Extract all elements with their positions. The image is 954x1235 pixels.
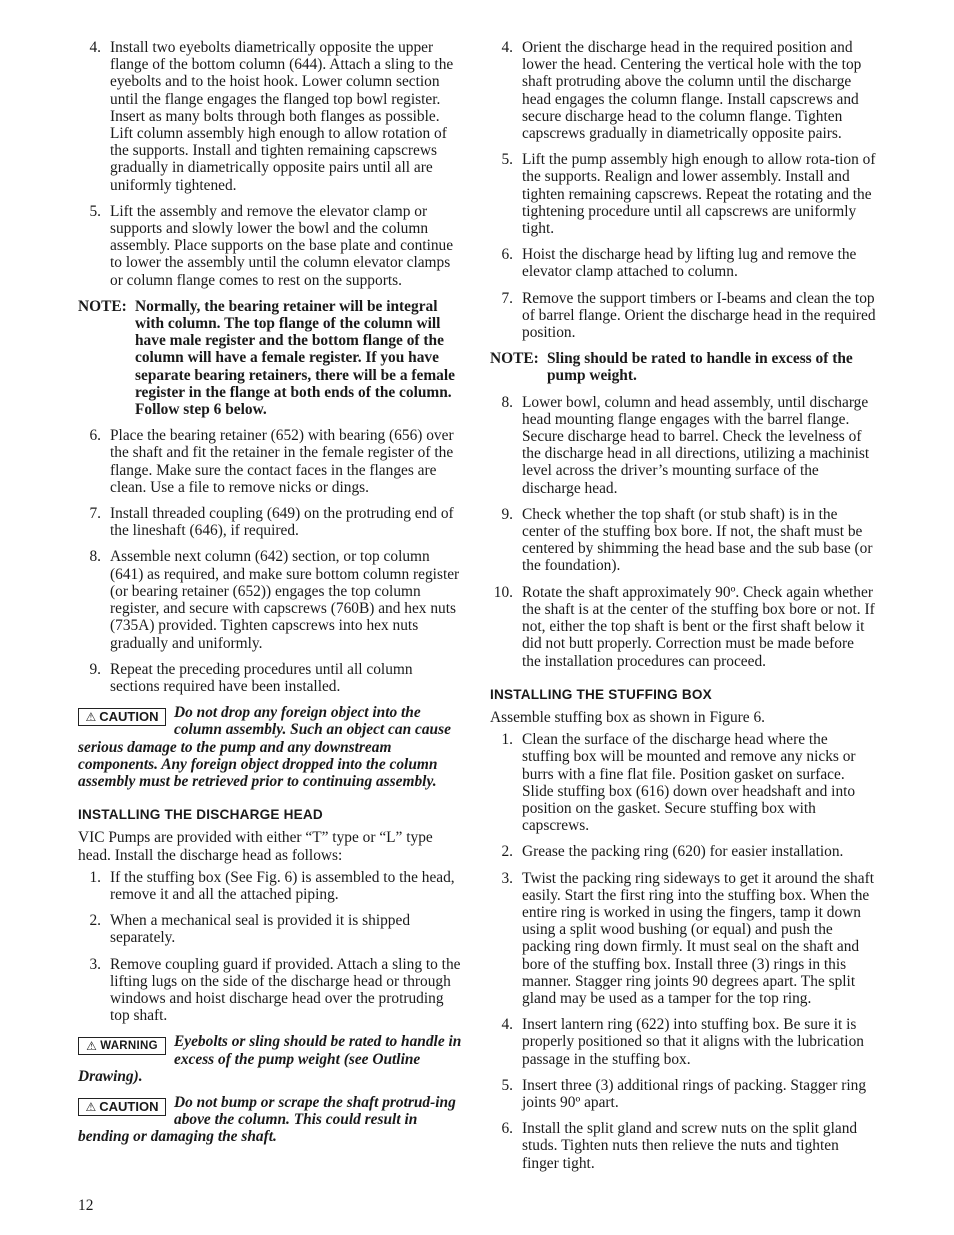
step-number: 6. <box>501 246 513 264</box>
note-label: NOTE: <box>490 350 539 368</box>
badge-label: WARNING <box>100 1040 158 1053</box>
step-number: 7. <box>89 505 101 523</box>
caution-text: Do not bump or scrape the shaft protrud-ing above the column. This could result in bending or damaging the shaft. <box>78 1093 456 1146</box>
step-number: 1. <box>501 731 513 749</box>
list-item <box>490 506 876 575</box>
step-number: 9. <box>89 660 101 678</box>
warning-sling-rating <box>78 1033 462 1085</box>
right-column <box>490 39 876 1181</box>
step-list <box>490 731 876 1172</box>
step-number: 2. <box>89 912 101 930</box>
list-item <box>490 1016 876 1068</box>
warning-text: Eyebolts or sling should be rated to handle in excess of the pump weight (see Outline Drawing). <box>78 1033 462 1085</box>
list-item <box>490 246 876 280</box>
step-text: Orient the discharge head in the required position and lower the head. Centering the vertical hole with the top shaft protruding above the column until the discharge head engages the column flange. Install capscrews and secure discharge head to the column flange. Tighten capscrews gradually in diametrically opposite pairs. <box>522 39 862 143</box>
step-number: 5. <box>501 1076 513 1094</box>
caution-text: Do not drop any foreign object into the column assembly. Such an object can cause serious damage to the pump and any downstream components. Any foreign object dropped into the column assembly must be retrieved prior to continuing assembly. <box>78 704 451 790</box>
list-item <box>78 661 462 695</box>
list-item <box>78 912 462 946</box>
list-item <box>490 731 876 834</box>
list-item <box>78 548 462 651</box>
step-list <box>78 427 462 695</box>
caution-badge <box>78 1098 166 1116</box>
caution-badge <box>78 708 166 726</box>
step-number: 5. <box>501 151 513 169</box>
caution-foreign-object <box>78 704 462 790</box>
step-list <box>490 394 876 670</box>
step-list <box>78 869 462 1025</box>
step-text: Check whether the top shaft (or stub shaft) is in the center of the stuffing box bore. If not, the shaft must be centered by shimming the head base and the sub base (or the foundation). <box>522 505 873 575</box>
warning-triangle-icon: ⚠ <box>85 1099 97 1114</box>
list-item <box>490 1120 876 1172</box>
step-text: Twist the packing ring sideways to get it around the shaft easily. Start the first ring into the stuffing box. When the entire ring is worked in using the fingers, tamp it down using a split wood bushing (or equal) and push the packing ring down firmly. It must seal on the shaft and bore of the stuffing box. Install three (3) rings in this manner. Stagger ring joints 90 degrees apart. The split gland may be used as a tamper for the top ring. <box>522 869 874 1007</box>
step-text: Install the split gland and screw nuts on the split gland studs. Tighten nuts then relieve the nuts and tighten finger tight. <box>522 1120 858 1172</box>
list-item <box>78 203 462 289</box>
list-item <box>490 39 876 142</box>
page-number: 12 <box>78 1197 94 1214</box>
sling-rating-note <box>490 350 876 384</box>
step-number: 2. <box>501 843 513 861</box>
step-text: Repeat the preceding procedures until all column sections required have been installed. <box>110 660 413 695</box>
section-intro: VIC Pumps are provided with either “T” type or “L” type head. Install the discharge head as follows: <box>78 829 433 864</box>
step-text: Place the bearing retainer (652) with bearing (656) over the shaft and fit the retainer in the female register of the flange. Make sure the contact faces in the flanges are clean. Use a file to remove nicks or dings. <box>110 427 454 496</box>
warning-badge <box>78 1037 166 1055</box>
step-list <box>490 39 876 341</box>
note-text: Sling should be rated to handle in excess of the pump weight. <box>547 350 853 385</box>
step-number: 6. <box>89 427 101 445</box>
step-text: Install two eyebolts diametrically opposite the upper flange of the bottom column (644). Attach a sling to the eyebolts and to the hoist hook. Lower column section until the flange engages the flanged top bowl register. Insert as many bolts through both flanges as possible. Lift column assembly high enough to allow rotation of the supports. Install and tighten remaining capscrews gradually in diametrically opposite pairs until all are uniformly tightened. <box>110 39 454 194</box>
list-item <box>78 869 462 903</box>
step-number: 8. <box>89 548 101 566</box>
badge-label: CAUTION <box>99 709 159 725</box>
list-item <box>490 151 876 237</box>
step-number: 7. <box>501 289 513 307</box>
step-text: Hoist the discharge head by lifting lug and remove the elevator clamp attached to column. <box>522 246 857 281</box>
note-text: Normally, the bearing retainer will be integral with column. The top flange of the column will have male register and the bottom flange of the column will have a female register. If you have separate bearing retainers, there will be a female register in the flange at both ends of the column. Follow step 6 below. <box>135 297 455 419</box>
step-number: 4. <box>501 1016 513 1034</box>
step-text: Lift the pump assembly high enough to allow rota-tion of the supports. Realign and lower assembly. Install and tighten remaining capscrews. Repeat the rotating and the tightening procedure until all capscrews are uniformly tight. <box>522 151 876 238</box>
list-item <box>78 505 462 539</box>
step-number: 4. <box>501 39 513 56</box>
section-heading: INSTALLING THE DISCHARGE HEAD <box>78 807 323 823</box>
list-item <box>490 1077 876 1111</box>
section-intro: Assemble stuffing box as shown in Figure 6. <box>490 708 766 726</box>
step-number: 3. <box>501 869 513 887</box>
step-text: Grease the packing ring (620) for easier installation. <box>522 843 844 861</box>
step-text: Lower bowl, column and head assembly, until discharge head mounting flange engages with the barrel flange. Secure discharge head to barrel. Check the levelness of the discharge head in all directions, utilizing a machinist level across the driver’s mounting surface of the discharge head. <box>522 393 870 497</box>
step-number: 4. <box>89 39 101 56</box>
step-text: Clean the surface of the discharge head where the stuffing box will be mounted and remove any nicks or burrs with a fine flat file. Position gasket on surface. Slide stuffing box (616) down over headshaft and into position on the gasket. Secure stuffing box with capscrews. <box>522 731 856 835</box>
caution-shaft-bump <box>78 1094 462 1146</box>
list-item <box>490 843 876 860</box>
step-text: Insert three (3) additional rings of packing. Stagger ring joints 90º apart. <box>522 1076 867 1111</box>
list-item <box>78 956 462 1025</box>
bearing-retainer-note <box>78 298 462 418</box>
list-item <box>490 290 876 342</box>
list-item <box>78 427 462 496</box>
badge-label: CAUTION <box>99 1098 159 1114</box>
step-list <box>78 39 462 289</box>
list-item <box>490 870 876 1008</box>
step-text: Rotate the shaft approximately 90º. Check again whether the shaft is at the center of the stuffing box bore or not. If not, either the top shaft is bent or the first shaft below it did not butt properly. Correction must be made before the installation procedures can proceed. <box>522 583 875 670</box>
step-number: 5. <box>89 202 101 220</box>
list-item <box>490 394 876 497</box>
step-number: 8. <box>501 393 513 411</box>
warning-triangle-icon: ⚠ <box>86 1039 98 1054</box>
left-column <box>78 39 462 1155</box>
step-text: Assemble next column (642) section, or top column (641) as required, and make sure bottom column register (or bearing retainer (652)) engages the top column register, and secure with capscrews (760B) and hex nuts (735A) provided. Tighten capscrews into hex nuts gradually and uniformly. <box>110 548 460 652</box>
step-text: When a mechanical seal is provided it is shipped separately. <box>110 912 411 947</box>
step-text: If the stuffing box (See Fig. 6) is assembled to the head, remove it and all the attached piping. <box>110 868 455 903</box>
list-item <box>490 584 876 670</box>
list-item <box>78 39 462 194</box>
step-number: 10. <box>493 583 513 601</box>
step-text: Insert lantern ring (622) into stuffing box. Be sure it is properly positioned so that it aligns with the lubrication passage in the stuffing box. <box>522 1016 864 1068</box>
step-text: Install threaded coupling (649) on the protruding end of the lineshaft (646), if required. <box>110 505 454 540</box>
step-number: 1. <box>89 868 101 886</box>
note-label: NOTE: <box>78 297 127 315</box>
step-text: Remove coupling guard if provided. Attach a sling to the lifting lugs on the side of the discharge head or through windows and hoist discharge head over the protruding top shaft. <box>110 955 461 1025</box>
step-number: 6. <box>501 1120 513 1138</box>
step-text: Lift the assembly and remove the elevator clamp or supports and slowly lower the bowl and the column assembly. Place supports on the base plate and continue to lower the assembly until the column elevator clamps or column flange comes to rest on the supports. <box>110 202 454 289</box>
step-number: 3. <box>89 955 101 973</box>
section-heading: INSTALLING THE STUFFING BOX <box>490 686 712 702</box>
step-text: Remove the support timbers or I-beams and clean the top of barrel flange. Orient the discharge head in the required position. <box>522 289 876 342</box>
step-number: 9. <box>501 505 513 523</box>
warning-triangle-icon: ⚠ <box>85 710 97 725</box>
